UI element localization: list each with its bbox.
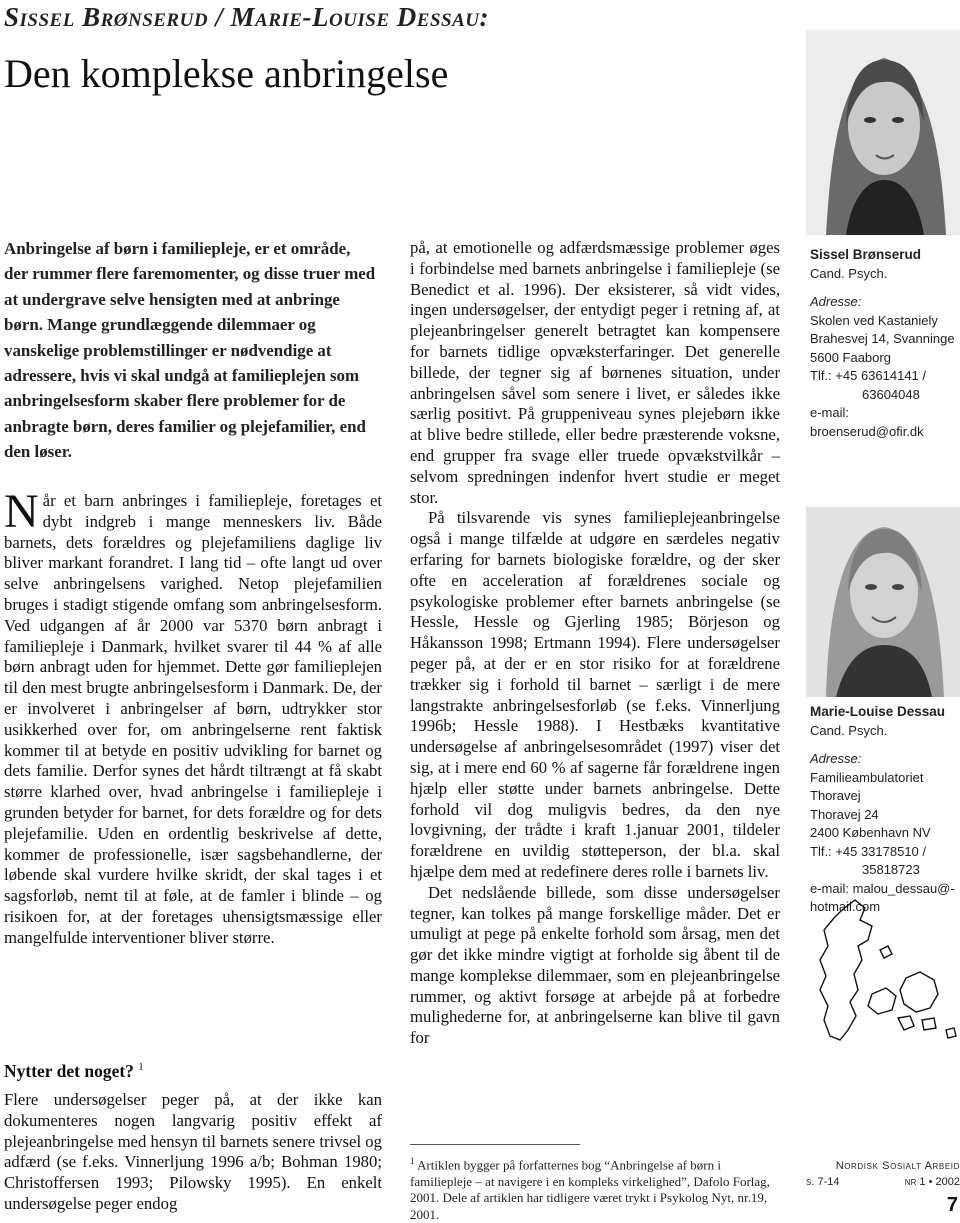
paragraph-text: år et barn anbringes i familiepleje, foretages et dybt indgreb i mange menneskers liv. Både barnets, dets forældres og plejefamiliens daglige liv bliver markant forandret. I lang tid – ofte langt ud over selve anbringelsens varighed. Netop plejefamilien bruges i stadigt stigende omfang som anbringelsesform. Ved udgangen af år 2000 var 5370 børn anbragt i familiepleje i Danmark, hvilket svarer til 44 % af alle børn anbragt uden for hjemmet. Dette gør familieplejen til den mest brugte anbringelsesform i Danmark. De, der er involveret i anbringelser af børn, udtrykker stor usikkerhed over for, om anbringelserne rent faktisk kommer til at betyde en positiv udvikling for barnet og dets familie. Derfor synes det hårdt tiltrængt at få skabt større klarhed over, hvad anbringelse i familiepleje i grunden betyder for barnet, for dets forældre og for dets plejefamilie. Uden en ordentlig beskrivelse af dette, kommer de professionelle, især sagsbehandlerne, der løbende skal vurdere hvilke skridt, der skal tages i et sagsforløb, nemt til at føle, at de famler i blinde – og risikoen for, at der foretages uhensigtsmæssige eller mangelfulde interventioner bliver større.	[4, 491, 382, 947]
phone-line: 63604048	[862, 386, 920, 402]
address-line: Brahesvej 14, Svanninge	[810, 331, 955, 346]
body-column-2	[410, 238, 780, 1049]
author-degree: Cand. Psych.	[810, 265, 888, 281]
author-name: Sissel Brønserud	[810, 247, 922, 262]
address-line: Skolen ved Kastaniely	[810, 312, 938, 328]
address-label: Adresse:	[810, 751, 862, 766]
address-line: 2400 København NV	[810, 825, 931, 840]
footnote-text: Artiklen bygger på forfatternes bog “Anbringelse af børn i familiepleje – at navigere i en kompleks virkelighed”, Dafolo Forlag, 2001. Dele af artiklen har tidligere været trykt i Psykolog Nyt, nr.19, 2001.	[410, 1157, 770, 1222]
address-line: 5600 Faaborg	[810, 349, 891, 365]
author-photo-1	[806, 30, 960, 235]
footnote-divider	[410, 1144, 580, 1145]
email-link[interactable]: e-mail: malou_dessau@-	[810, 880, 955, 896]
email-link[interactable]: broenserud@ofir.dk	[810, 423, 924, 439]
address-label: Adresse:	[810, 294, 862, 309]
footnote-number: 1	[410, 1156, 415, 1166]
footnote-marker: 1	[138, 1061, 144, 1074]
phone-line: 35818723	[862, 862, 920, 877]
email-link[interactable]: hotmail.com	[810, 899, 881, 914]
paragraph-text: På tilsvarende vis synes familieplejeanbringelse også i mange tilfælde at udgøre en særdeles negativ erfaring for barnets biologiske forældre, og der sker ofte en acceleration af forældrenes sociale og psykologiske problemer efter barnets anbringelse (se Hessle, Hessle og Gjerling 1985; Börjeson og Håkansson 1998; Ertmann 1994). Flere undersøgelser peger på, at der er en stor risiko for at forældrene trækker sig i forhold til barnet – særligt i de mere langstrakte anbringelsesforløb (se f.eks. Vinnerljung 1996b; Hessle 1988). I Hestbæks kvantitative undersøgelse af anbringelsesområdet (1997) viser det sig, at i mere end 60 % af sagerne får forældrene ingen hjælp eller støtte under barnets anbringelse. Dette forhold vil dog muligvis bedres, da den nye lovgivning, der trådte i kraft 1.januar 2001, tildeler forældrene en uvildig støtteperson, der bl.a. skal hjælpe dem med at redefinere deres rolle i barnets liv.	[410, 508, 780, 881]
author-name: Marie-Louise Dessau	[810, 704, 946, 719]
section-heading-text: Nytter det noget?	[4, 1061, 134, 1081]
phone-line: Tlf.: +45 63614141 /	[810, 368, 927, 383]
paragraph-text: på, at emotionelle og adfærdsmæssige problemer øges i forbindelse med barnets anbringelse i familiepleje (se Benedict et al. 1996). Der eksisterer, så vidt vides, ingen undersøgelser, der entydigt peger i retning af, at plejeanbringelser generelt betragtet kan kompensere for barnets tidlige opvæksterfaringer. Det generelle billede, der tegner sig af børnenes situation, under anbringelsen såvel som senere i livet, er således ikke særlig positivt. På gruppeniveau synes plejebørn ikke at blive bedre stillede, eller bedre præsterende voksne, end grupper fra svage eller truede opvækstvilkår – selvom spredningen indenfor hvert studie er meget stor.	[410, 238, 780, 507]
page-range: s. 7-14	[806, 1176, 840, 1188]
footnote	[410, 1153, 782, 1223]
journal-name: Nordisk Sosialt Arbeid	[835, 1160, 960, 1172]
lead-text: Anbringelse af børn i familiepleje, er et område, der rummer flere faremomenter, og disse truer med at undergrave selve hensigten med at anbringe børn. Mange grundlæggende dilemmaer og vanskelige problemstillinger er nødvendige at adressere, hvis vi skal undgå at familieplejen som anbringelsesform skaber flere problemer for de anbragte børn, deres familier og plejefamilier, end den løser.	[4, 239, 376, 462]
section-heading	[4, 1061, 144, 1082]
denmark-map-illustration	[810, 890, 960, 1060]
phone-line: Tlf.: +45 33178510 /	[810, 843, 927, 859]
lead-paragraph	[4, 236, 376, 465]
author-info-2	[810, 703, 960, 917]
email-label: e-mail:	[810, 405, 850, 420]
author-info-1	[810, 246, 960, 441]
issue-number: nr 1 • 2002	[904, 1176, 960, 1188]
address-line: Thoravej 24	[810, 806, 879, 822]
article-title: Den komplekse anbringelse	[4, 51, 449, 96]
body-column-1	[4, 485, 382, 949]
paragraph-text: Flere undersøgelser peger på, at der ikke kan dokumenteres nogen langvarig positiv effekt af plejeanbringelse med hensyn til barnets senere trivsel og adfærd (se f.eks. Vinnerljung 1996 a/b; Bohman 1980; Christoffersen 1993; Pilowsky 1995). En enkelt undersøgelse peger endog	[4, 1090, 382, 1213]
article-authors: Sissel Brønserud / Marie-Louise Dessau:	[4, 2, 489, 32]
author-photo-2	[806, 507, 960, 697]
drop-cap: N	[4, 485, 39, 538]
address-line: Thoravej	[810, 788, 861, 803]
page-number: 7	[946, 1194, 958, 1216]
paragraph-text: Det nedslående billede, som disse undersøgelser tegner, kan tolkes på mange forskellige måder. Det er umuligt at pege på enkelte forhold som årsag, men det gør det ikke mindre vigtigt at forholde sig åbent til de mange komplekse dilemmaer, som en plejeanbringelse rummer, og aktivt forsøge at arbejde på at forbedre mulighederne for, at anbringelserne kan blive til gavn for	[410, 882, 780, 1048]
issue-info	[806, 1176, 960, 1188]
body-column-1-continued	[4, 1090, 382, 1215]
address-line: Familieambulatoriet	[810, 769, 924, 785]
paragraph	[4, 485, 382, 949]
author-degree: Cand. Psych.	[810, 722, 888, 738]
